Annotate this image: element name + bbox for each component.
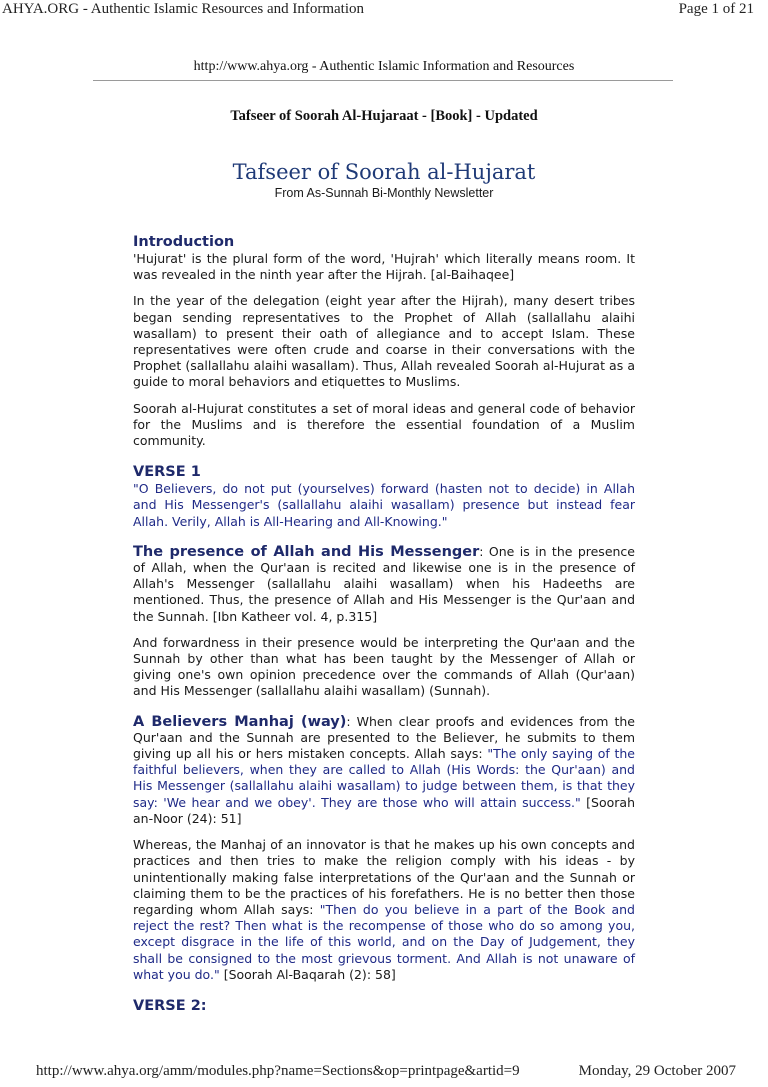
- document-title: Tafseer of Soorah Al-Hujaraat - [Book] - Updated: [230, 108, 538, 124]
- article-body: [133, 233, 635, 1015]
- verse1-heading: VERSE 1: [133, 464, 201, 481]
- manhaj-ref: [Soorah an-Noor (24): 51]: [133, 794, 635, 826]
- presence-paragraph-2: And forwardness in their presence would be interpreting the Qur'aan and the Sunnah by other than what has been taught by the Messenger of Allah or giving one's own opinion precedence over the commands of Allah (Qur'aan) and His Messenger (sallallahu alaihi wasallam) (Sunnah).: [133, 634, 635, 699]
- innovator-text: Whereas, the Manhaj of an innovator is that he makes up his own concepts and practices and then tries to make the religion comply with his ideas - by unintentionally making false interpretations of the Qur'aan and the Sunnah or claiming them to be the practices of his forefathers. He is no better then those regarding whom Allah says:: [133, 837, 635, 917]
- intro-paragraph-2: In the year of the delegation (eight year after the Hijrah), many desert tribes began sending representatives to the Prophet of Allah (sallallahu alaihi wasallam) to present their oath of allegiance and to accept Islam. These representatives were often crude and coarse in their conversations with the Prophet (sallallahu alaihi wasallam). Thus, Allah revealed Soorah al-Hujurat as a guide to moral behaviors and etiquettes to Muslims.: [133, 293, 635, 390]
- main-title: Tafseer of Soorah al-Hujarat: [232, 160, 536, 184]
- manhaj-quote: "The only saying of the faithful believers, when they are called to Allah (His Words: the Qur'aan) and His Messenger (sallallahu alaihi wasallam) to judge between them, is that they say: 'We hear and we obey'. They are those who will attain success.": [133, 746, 636, 810]
- innovator-ref: [Soorah Al-Baqarah (2): 58]: [219, 966, 396, 982]
- footer-date: Monday, 29 October 2007: [578, 1063, 736, 1079]
- manhaj-heading: A Believers Manhaj (way): [133, 713, 347, 730]
- site-line: http://www.ahya.org - Authentic Islamic Information and Resources: [193, 59, 575, 74]
- innovator-quote: "Then do you believe in a part of the Book and reject the rest? Then what is the recompense of those who do so among you, except disgrace in the life of this world, and on the Day of Judgement, they shall be consigned to the most grievous torment. And Allah is not unaware of what you do.": [133, 901, 635, 982]
- header-page-number: Page 1 of 21: [678, 1, 754, 17]
- verse2-heading: VERSE 2:: [133, 997, 207, 1014]
- subtitle: From As-Sunnah Bi-Monthly Newsletter: [274, 186, 494, 200]
- intro-paragraph-3: Soorah al-Hujurat constitutes a set of moral ideas and general code of behavior for the Muslims and is therefore the essential foundation of a Muslim community.: [133, 400, 635, 449]
- print-header: [0, 0, 768, 22]
- footer-url: http://www.ahya.org/amm/modules.php?name=Sections&op=printpage&artid=9: [36, 1063, 520, 1079]
- intro-heading: Introduction: [133, 234, 235, 250]
- verse1-text: "O Believers, do not put (yourselves) forward (hasten not to decide) in Allah and His Messenger's (sallallahu alaihi wasallam) presence but instead fear Allah. Verily, Allah is All-Hearing and All-Knowing.": [133, 481, 635, 529]
- manhaj-paragraph: [133, 714, 635, 827]
- presence-heading: The presence of Allah and His Messenger: [133, 543, 480, 560]
- presence-paragraph: [133, 544, 635, 625]
- presence-text: : One is in the presence of Allah, when the Qur'aan is recited and likewise one is in the presence of Allah's Messenger (sallallahu alaihi wasallam) when his Hadeeths are mentioned. Thus, the presence of Allah and His Messenger is the Qur'aan and the Sunnah. [Ibn Katheer vol. 4, p.315]: [133, 543, 636, 624]
- manhaj-text: : When clear proofs and evidences from the Qur'aan and the Sunnah are presented to the Believer, he submits to them giving up all his or hers mistaken concepts. Allah says:: [133, 713, 635, 762]
- divider: [93, 80, 673, 81]
- header-site-title: AHYA.ORG - Authentic Islamic Resources and Information: [2, 1, 365, 17]
- intro-paragraph-1: 'Hujurat' is the plural form of the word, 'Hujrah' which literally means room. It was revealed in the ninth year after the Hijrah. [al-Baihaqee]: [133, 251, 635, 283]
- print-footer: [0, 1063, 768, 1085]
- innovator-paragraph: [133, 837, 635, 983]
